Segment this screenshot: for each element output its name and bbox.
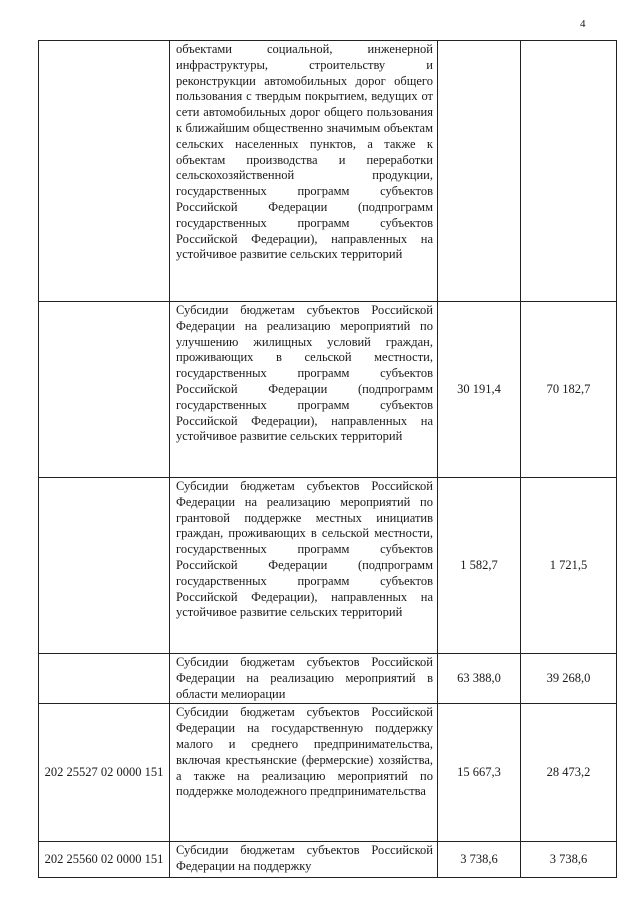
table-row (39, 478, 617, 654)
row-value-1: 1 582,7 (438, 478, 521, 654)
row-value-1: 15 667,3 (438, 704, 521, 842)
row-code (39, 654, 170, 704)
row-description: Субсидии бюджетам субъектов Российской Федерации на реализацию мероприятий в области мелиорации (170, 654, 438, 704)
page-number: 4 (580, 18, 586, 30)
budget-table (38, 40, 617, 878)
row-value-1: 63 388,0 (438, 654, 521, 704)
table-row (39, 704, 617, 842)
row-description: Субсидии бюджетам субъектов Российской Федерации на реализацию мероприятий по грантовой поддержке местных инициатив граждан, проживающих в сельской местности, государственных программ субъектов Российской Федерации (подпрограмм государственных программ субъектов Российской Федерации), направленных на устойчивое развитие сельских территорий (170, 478, 438, 654)
row-description: объектами социальной, инженерной инфраструктуры, строительству и реконструкции автомобильных дорог общего пользования с твердым покрытием, ведущих от сети автомобильных дорог общего пользования к ближайшим общественно значимым объектам сельских населенных пунктов, а также к объектам производства и переработки сельскохозяйственной продукции, государственных программ субъектов Российской Федерации (подпрограмм государственных программ субъектов Российской Федерации), направленных на устойчивое развитие сельских территорий (170, 41, 438, 302)
row-value-2: 70 182,7 (521, 302, 617, 478)
row-description: Субсидии бюджетам субъектов Российской Федерации на государственную поддержку малого и среднего предпринимательства, включая крестьянские (фермерские) хозяйства, а также на реализацию мероприятий по поддержке молодежного предпринимательства (170, 704, 438, 842)
row-description: Субсидии бюджетам субъектов Российской Федерации на поддержку (170, 842, 438, 878)
table-row (39, 302, 617, 478)
table-row (39, 41, 617, 302)
table-row (39, 654, 617, 704)
row-description: Субсидии бюджетам субъектов Российской Федерации на реализацию мероприятий по улучшению жилищных условий граждан, проживающих в сельской местности, государственных программ субъектов Российской Федерации (подпрограмм государственных программ субъектов Российской Федерации), направленных на устойчивое развитие сельских территорий (170, 302, 438, 478)
row-value-1 (438, 41, 521, 302)
row-code (39, 41, 170, 302)
row-code: 202 25560 02 0000 151 (39, 842, 170, 878)
row-value-1: 30 191,4 (438, 302, 521, 478)
row-code (39, 302, 170, 478)
table-row (39, 842, 617, 878)
row-value-2: 28 473,2 (521, 704, 617, 842)
row-value-2: 39 268,0 (521, 654, 617, 704)
row-code: 202 25527 02 0000 151 (39, 704, 170, 842)
row-value-2: 3 738,6 (521, 842, 617, 878)
row-value-2: 1 721,5 (521, 478, 617, 654)
row-code (39, 478, 170, 654)
row-value-2 (521, 41, 617, 302)
row-value-1: 3 738,6 (438, 842, 521, 878)
